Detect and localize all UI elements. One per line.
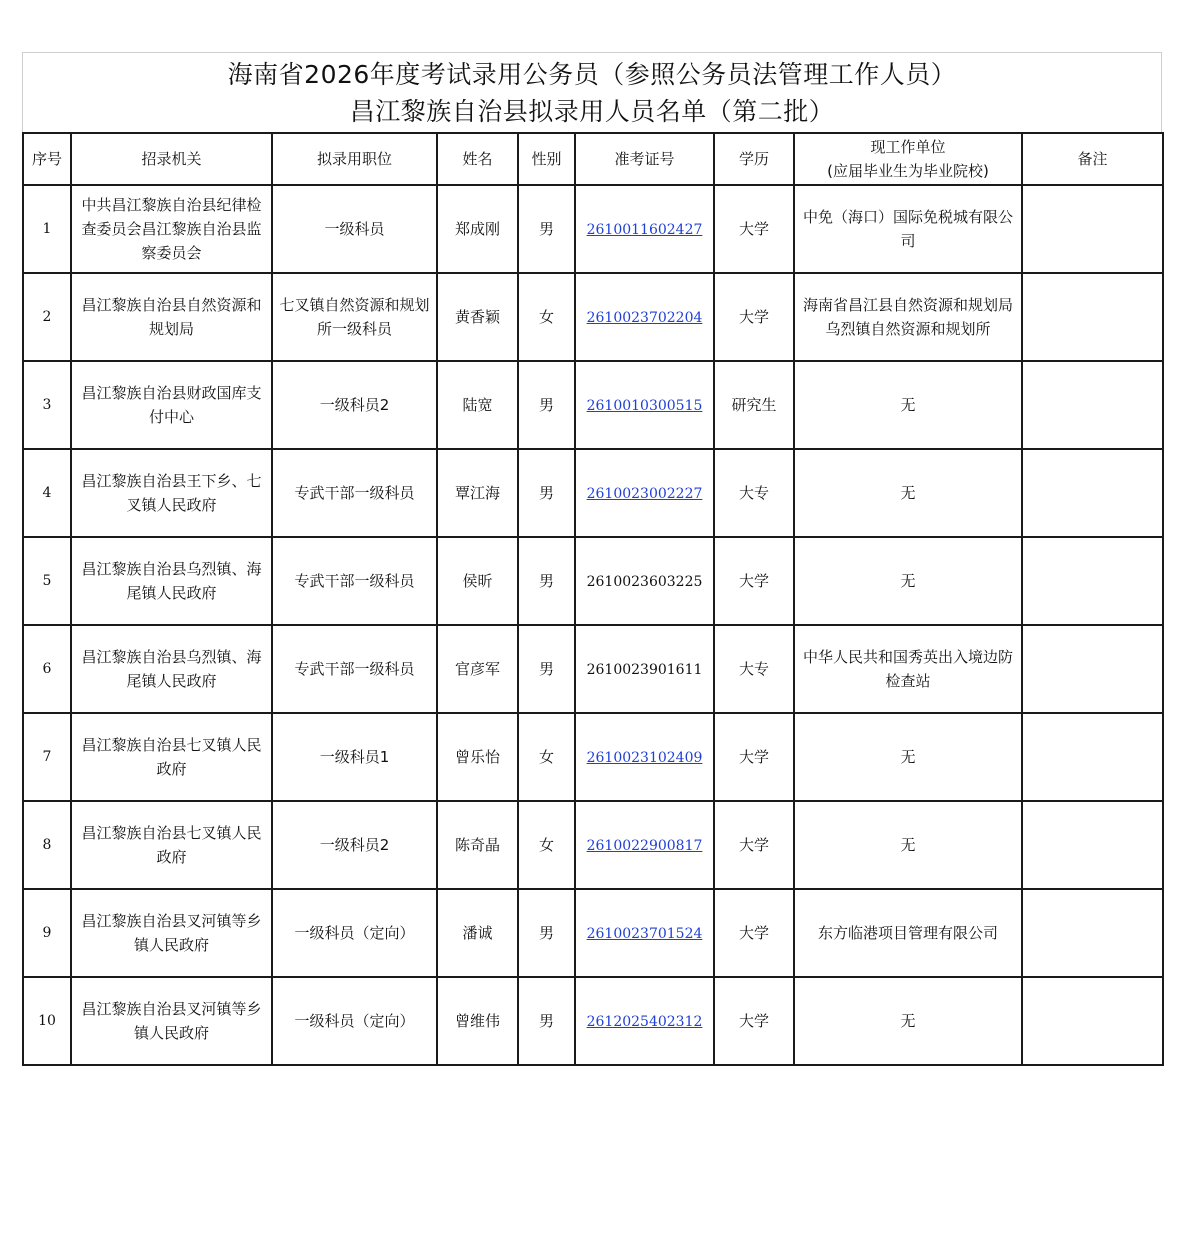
cell-ticket: [575, 361, 714, 449]
cell-ticket: [575, 273, 714, 361]
cell-ticket: [575, 449, 714, 537]
cell-agency: 昌江黎族自治县乌烈镇、海尾镇人民政府: [71, 625, 272, 713]
cell-education: 大学: [714, 713, 794, 801]
cell-ticket: [575, 801, 714, 889]
cell-education: 大学: [714, 185, 794, 273]
cell-education: 大学: [714, 537, 794, 625]
cell-agency: 昌江黎族自治县自然资源和规划局: [71, 273, 272, 361]
cell-name: 官彦军: [437, 625, 518, 713]
cell-gender: 女: [518, 713, 575, 801]
cell-name: 侯昕: [437, 537, 518, 625]
cell-remark: [1022, 889, 1163, 977]
cell-education: 大学: [714, 977, 794, 1065]
cell-agency: 昌江黎族自治县乌烈镇、海尾镇人民政府: [71, 537, 272, 625]
cell-no: 7: [23, 713, 71, 801]
cell-no: 5: [23, 537, 71, 625]
cell-education: 大专: [714, 449, 794, 537]
cell-remark: [1022, 801, 1163, 889]
ticket-number-link[interactable]: 2610011602427: [586, 221, 703, 238]
cell-position: 一级科员2: [272, 801, 437, 889]
header-gender: 性别: [518, 133, 575, 185]
cell-workplace: 无: [794, 449, 1022, 537]
cell-gender: 男: [518, 361, 575, 449]
cell-position: 一级科员（定向）: [272, 977, 437, 1065]
title-line-2: 昌江黎族自治县拟录用人员名单（第二批）: [349, 97, 835, 126]
cell-workplace: 无: [794, 713, 1022, 801]
cell-no: 4: [23, 449, 71, 537]
cell-workplace: 海南省昌江县自然资源和规划局乌烈镇自然资源和规划所: [794, 273, 1022, 361]
cell-gender: 男: [518, 889, 575, 977]
cell-agency: 昌江黎族自治县王下乡、七叉镇人民政府: [71, 449, 272, 537]
cell-remark: [1022, 977, 1163, 1065]
table-row: [23, 889, 1163, 977]
cell-ticket: [575, 889, 714, 977]
cell-remark: [1022, 625, 1163, 713]
cell-remark: [1022, 537, 1163, 625]
header-ticket: 准考证号: [575, 133, 714, 185]
cell-no: 10: [23, 977, 71, 1065]
cell-agency: 昌江黎族自治县财政国库支付中心: [71, 361, 272, 449]
ticket-number-link[interactable]: 2610023002227: [586, 485, 703, 502]
cell-gender: 男: [518, 537, 575, 625]
cell-position: 专武干部一级科员: [272, 449, 437, 537]
cell-name: 郑成刚: [437, 185, 518, 273]
cell-gender: 男: [518, 185, 575, 273]
cell-no: 3: [23, 361, 71, 449]
table-row: [23, 977, 1163, 1065]
cell-workplace: 无: [794, 361, 1022, 449]
cell-remark: [1022, 273, 1163, 361]
table-row: [23, 185, 1163, 273]
header-name: 姓名: [437, 133, 518, 185]
header-no: 序号: [23, 133, 71, 185]
cell-remark: [1022, 449, 1163, 537]
cell-position: 一级科员2: [272, 361, 437, 449]
table-row: [23, 625, 1163, 713]
cell-workplace: 东方临港项目管理有限公司: [794, 889, 1022, 977]
cell-remark: [1022, 361, 1163, 449]
cell-name: 覃江海: [437, 449, 518, 537]
header-agency: 招录机关: [71, 133, 272, 185]
cell-remark: [1022, 185, 1163, 273]
cell-agency: 昌江黎族自治县叉河镇等乡镇人民政府: [71, 977, 272, 1065]
cell-workplace: 中华人民共和国秀英出入境边防检查站: [794, 625, 1022, 713]
table-row: [23, 449, 1163, 537]
cell-remark: [1022, 713, 1163, 801]
ticket-number: 2610023901611: [586, 661, 703, 678]
cell-workplace: 无: [794, 537, 1022, 625]
ticket-number-link[interactable]: 2610010300515: [586, 397, 703, 414]
header-workplace-line1: 现工作单位: [870, 138, 946, 156]
cell-workplace: 中免（海口）国际免税城有限公司: [794, 185, 1022, 273]
cell-position: 专武干部一级科员: [272, 625, 437, 713]
cell-gender: 男: [518, 449, 575, 537]
table-body: [23, 185, 1163, 1065]
cell-name: 曾乐怡: [437, 713, 518, 801]
header-education: 学历: [714, 133, 794, 185]
cell-no: 2: [23, 273, 71, 361]
cell-agency: 昌江黎族自治县七叉镇人民政府: [71, 713, 272, 801]
document-sheet: [22, 52, 1162, 1066]
cell-education: 大专: [714, 625, 794, 713]
cell-no: 8: [23, 801, 71, 889]
cell-ticket: [575, 713, 714, 801]
cell-gender: 男: [518, 977, 575, 1065]
header-workplace-line2: (应届毕业生为毕业院校): [827, 162, 989, 180]
cell-education: 大学: [714, 889, 794, 977]
header-remark: 备注: [1022, 133, 1163, 185]
cell-workplace: 无: [794, 801, 1022, 889]
cell-education: 大学: [714, 273, 794, 361]
table-row: [23, 713, 1163, 801]
header-position: 拟录用职位: [272, 133, 437, 185]
cell-no: 1: [23, 185, 71, 273]
ticket-number-link[interactable]: 2610022900817: [586, 837, 703, 854]
cell-name: 潘诚: [437, 889, 518, 977]
cell-agency: 昌江黎族自治县叉河镇等乡镇人民政府: [71, 889, 272, 977]
cell-ticket: [575, 185, 714, 273]
cell-position: 专武干部一级科员: [272, 537, 437, 625]
candidates-table: [22, 132, 1164, 1066]
cell-name: 陆宽: [437, 361, 518, 449]
ticket-number-link[interactable]: 2612025402312: [586, 1013, 703, 1030]
cell-ticket: [575, 625, 714, 713]
cell-gender: 女: [518, 273, 575, 361]
cell-name: 曾维伟: [437, 977, 518, 1065]
cell-position: 一级科员1: [272, 713, 437, 801]
table-header-row: [23, 133, 1163, 185]
cell-gender: 女: [518, 801, 575, 889]
title-line-1: 海南省2026年度考试录用公务员（参照公务员法管理工作人员）: [227, 60, 957, 89]
cell-agency: 中共昌江黎族自治县纪律检查委员会昌江黎族自治县监察委员会: [71, 185, 272, 273]
header-workplace: [794, 133, 1022, 185]
cell-position: 一级科员（定向）: [272, 889, 437, 977]
table-row: [23, 801, 1163, 889]
ticket-number-link[interactable]: 2610023702204: [586, 309, 703, 326]
cell-no: 6: [23, 625, 71, 713]
cell-agency: 昌江黎族自治县七叉镇人民政府: [71, 801, 272, 889]
cell-name: 陈奇晶: [437, 801, 518, 889]
cell-education: 大学: [714, 801, 794, 889]
ticket-number-link[interactable]: 2610023701524: [586, 925, 703, 942]
cell-workplace: 无: [794, 977, 1022, 1065]
cell-position: 七叉镇自然资源和规划所一级科员: [272, 273, 437, 361]
table-row: [23, 273, 1163, 361]
cell-gender: 男: [518, 625, 575, 713]
ticket-number-link[interactable]: 2610023102409: [586, 749, 703, 766]
cell-education: 研究生: [714, 361, 794, 449]
title-box: [22, 52, 1162, 132]
table-row: [23, 361, 1163, 449]
ticket-number: 2610023603225: [586, 573, 703, 590]
cell-no: 9: [23, 889, 71, 977]
cell-ticket: [575, 537, 714, 625]
cell-position: 一级科员: [272, 185, 437, 273]
cell-ticket: [575, 977, 714, 1065]
table-row: [23, 537, 1163, 625]
cell-name: 黄香颖: [437, 273, 518, 361]
